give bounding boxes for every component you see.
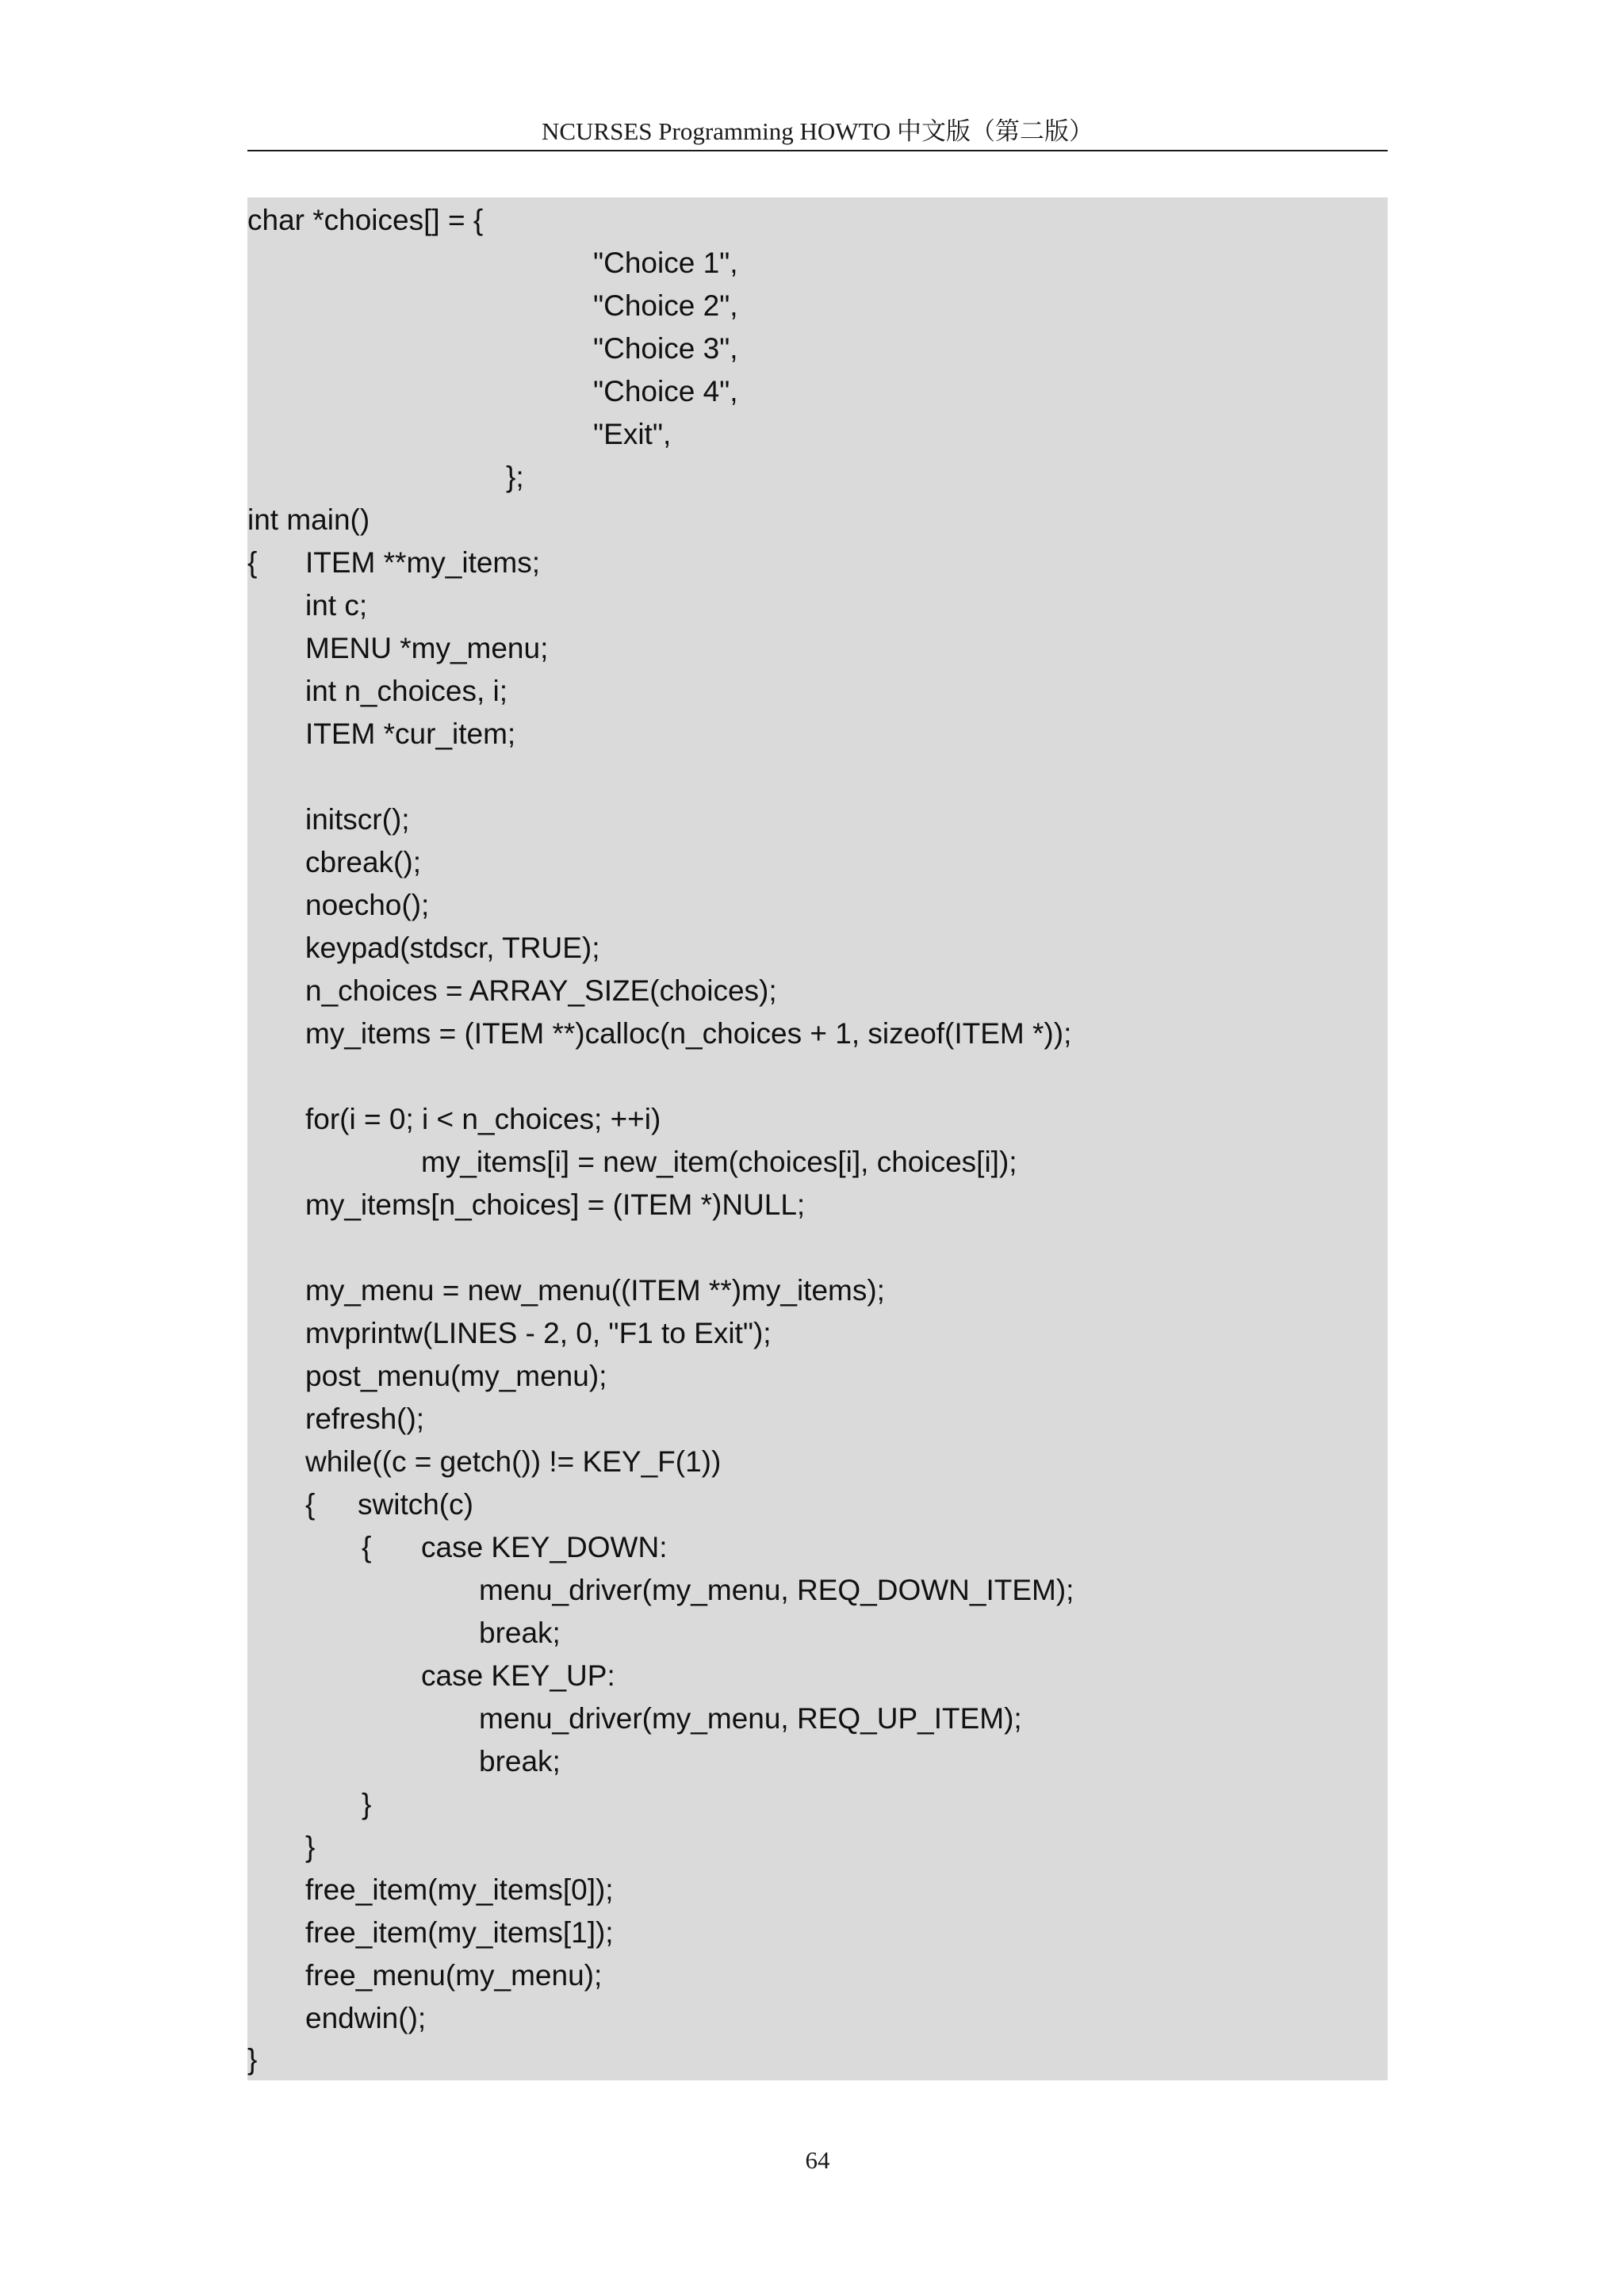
code-line: menu_driver(my_menu, REQ_DOWN_ITEM); bbox=[479, 1574, 1074, 1606]
code-line: while((c = getch()) != KEY_F(1)) bbox=[305, 1445, 722, 1478]
code-line: break; bbox=[479, 1745, 561, 1777]
code-line: int c; bbox=[305, 589, 368, 622]
code-line: "Exit", bbox=[593, 418, 672, 450]
code-line: initscr(); bbox=[305, 803, 410, 836]
code-line: }; bbox=[506, 461, 524, 493]
code-listing bbox=[247, 197, 1388, 2080]
code-line: "Choice 4", bbox=[593, 375, 738, 408]
code-line: noecho(); bbox=[305, 889, 430, 921]
code-line: my_items = (ITEM **)calloc(n_choices + 1, sizeof(ITEM *)); bbox=[305, 1017, 1072, 1050]
code-line: "Choice 2", bbox=[593, 289, 738, 322]
code-line: switch(c) bbox=[358, 1488, 473, 1521]
code-line: refresh(); bbox=[305, 1402, 425, 1435]
code-line: post_menu(my_menu); bbox=[305, 1360, 607, 1392]
code-line: } bbox=[247, 2043, 258, 2076]
code-line: char *choices[] = { bbox=[247, 204, 484, 236]
code-line: int main() bbox=[247, 503, 370, 536]
code-line: endwin(); bbox=[305, 2002, 427, 2034]
code-line: break; bbox=[479, 1617, 561, 1649]
code-line: ITEM *cur_item; bbox=[305, 718, 516, 750]
code-line: cbreak(); bbox=[305, 846, 421, 878]
code-line: case KEY_UP: bbox=[421, 1659, 615, 1692]
code-line: int n_choices, i; bbox=[305, 675, 508, 707]
code-line: } bbox=[305, 1831, 316, 1863]
header-rule bbox=[247, 150, 1388, 151]
code-line: MENU *my_menu; bbox=[305, 632, 549, 664]
code-line: n_choices = ARRAY_SIZE(choices); bbox=[305, 974, 777, 1007]
code-line: "Choice 1", bbox=[593, 247, 738, 279]
page-number: 64 bbox=[805, 2146, 830, 2174]
code-line: { bbox=[362, 1531, 372, 1563]
code-line: my_items[i] = new_item(choices[i], choices[i]); bbox=[421, 1146, 1017, 1178]
code-line: free_item(my_items[0]); bbox=[305, 1873, 614, 1906]
code-line: for(i = 0; i < n_choices; ++i) bbox=[305, 1103, 661, 1135]
code-line: "Choice 3", bbox=[593, 332, 738, 365]
code-line: keypad(stdscr, TRUE); bbox=[305, 932, 600, 964]
running-header: NCURSES Programming HOWTO 中文版（第二版） bbox=[541, 117, 1094, 145]
code-line: case KEY_DOWN: bbox=[421, 1531, 668, 1563]
code-line: ITEM **my_items; bbox=[305, 546, 541, 579]
code-line: my_menu = new_menu((ITEM **)my_items); bbox=[305, 1274, 885, 1307]
code-line: free_item(my_items[1]); bbox=[305, 1916, 614, 1949]
code-line: free_menu(my_menu); bbox=[305, 1959, 603, 1992]
code-line: my_items[n_choices] = (ITEM *)NULL; bbox=[305, 1188, 806, 1221]
code-line: menu_driver(my_menu, REQ_UP_ITEM); bbox=[479, 1702, 1022, 1735]
code-line: } bbox=[362, 1788, 372, 1820]
code-line: { bbox=[247, 546, 258, 579]
code-line: { bbox=[305, 1488, 316, 1521]
code-line: mvprintw(LINES - 2, 0, "F1 to Exit"); bbox=[305, 1317, 772, 1349]
